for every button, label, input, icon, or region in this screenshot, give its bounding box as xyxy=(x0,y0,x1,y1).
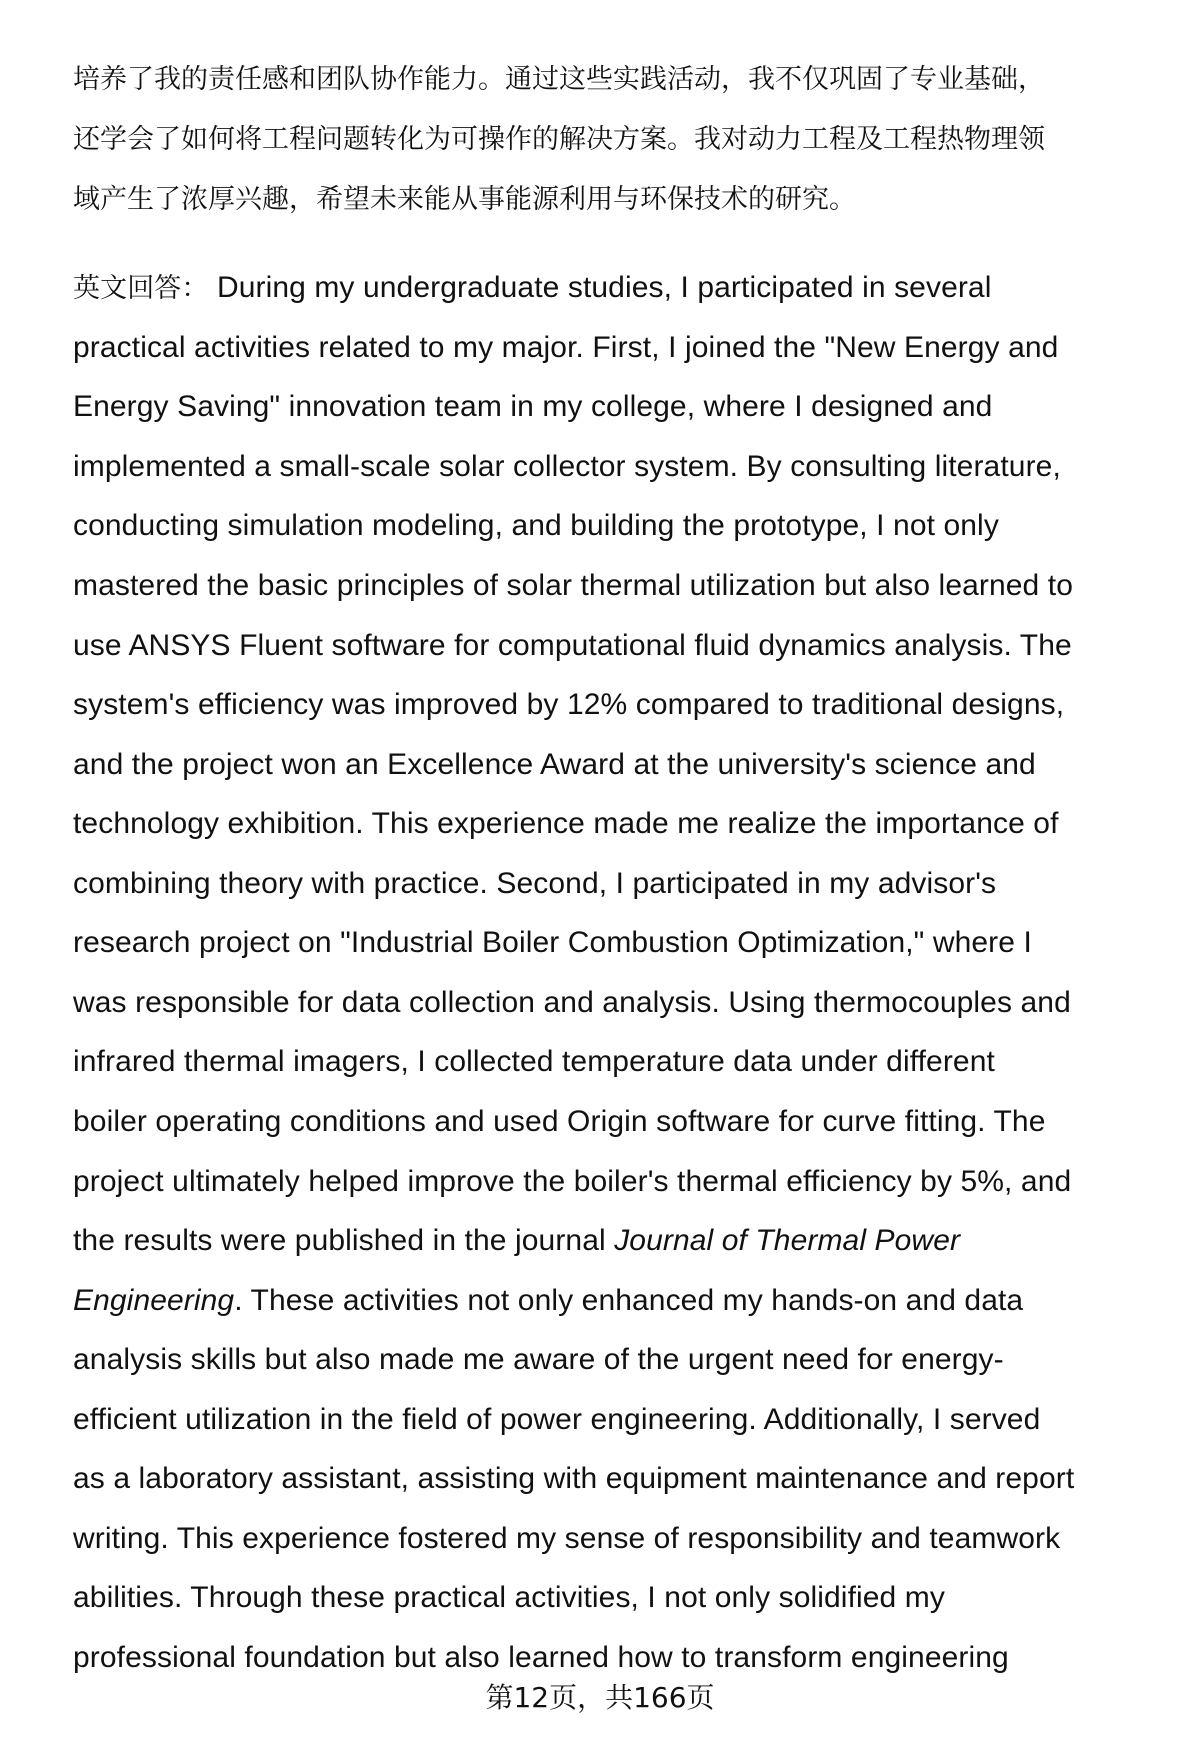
paragraph-line: as a laboratory assistant, assisting with equipment maintenance and report xyxy=(73,1462,1075,1495)
text: . These activities not only enhanced my hands-on and data xyxy=(234,1284,1024,1317)
english-answer-label: 英文回答： xyxy=(73,273,209,303)
paragraph-line: 域产生了浓厚兴趣，希望未来能从事能源利用与环保技术的研究。 xyxy=(73,184,856,215)
text: the results were published in the journal xyxy=(73,1224,615,1257)
paragraph-line: 培养了我的责任感和团队协作能力。通过这些实践活动，我不仅巩固了专业基础， xyxy=(73,64,1045,95)
paragraph-line: Energy Saving" innovation team in my college, where I designed and xyxy=(73,390,993,423)
paragraph-line xyxy=(73,268,992,308)
paragraph-line: implemented a small-scale solar collector system. By consulting literature, xyxy=(73,450,1061,483)
paragraph-line xyxy=(73,1281,1023,1321)
paragraph-line: analysis skills but also made me aware of the urgent need for energy- xyxy=(73,1343,1004,1376)
paragraph-line: efficient utilization in the field of power engineering. Additionally, I served xyxy=(73,1403,1041,1436)
paragraph-line: system's efficiency was improved by 12% compared to traditional designs, xyxy=(73,688,1065,721)
paragraph-line xyxy=(73,1221,960,1261)
paragraph-line: mastered the basic principles of solar thermal utilization but also learned to xyxy=(73,569,1073,602)
paragraph-line: research project on "Industrial Boiler Combustion Optimization," where I xyxy=(73,926,1032,959)
paragraph-line: writing. This experience fostered my sense of responsibility and teamwork xyxy=(73,1522,1061,1555)
paragraph-line: professional foundation but also learned how to transform engineering xyxy=(73,1641,1009,1674)
paragraph-line: infrared thermal imagers, I collected temperature data under different xyxy=(73,1045,995,1078)
paragraph-line: practical activities related to my major. First, I joined the "New Energy and xyxy=(73,331,1059,364)
page-number: 第12页，共166页 xyxy=(485,1681,715,1714)
paragraph-line: combining theory with practice. Second, I participated in my advisor's xyxy=(73,867,997,900)
paragraph-line: technology exhibition. This experience made me realize the importance of xyxy=(73,807,1059,840)
paragraph-line: boiler operating conditions and used Origin software for curve fitting. The xyxy=(73,1105,1046,1138)
paragraph-line: was responsible for data collection and analysis. Using thermocouples and xyxy=(73,986,1071,1019)
paragraph-line: conducting simulation modeling, and building the prototype, I not only xyxy=(73,509,999,542)
paragraph-line: abilities. Through these practical activities, I not only solidified my xyxy=(73,1581,945,1614)
text: During my undergraduate studies, I participated in several xyxy=(216,271,992,304)
paragraph-line: project ultimately helped improve the boiler's thermal efficiency by 5%, and xyxy=(73,1165,1072,1198)
paragraph-line: 还学会了如何将工程问题转化为可操作的解决方案。我对动力工程及工程热物理领 xyxy=(73,124,1045,155)
journal-title: Engineering xyxy=(73,1284,235,1317)
paragraph-line: use ANSYS Fluent software for computational fluid dynamics analysis. The xyxy=(73,629,1072,662)
journal-title: Journal of Thermal Power xyxy=(614,1224,961,1257)
paragraph-line: and the project won an Excellence Award at the university's science and xyxy=(73,748,1036,781)
